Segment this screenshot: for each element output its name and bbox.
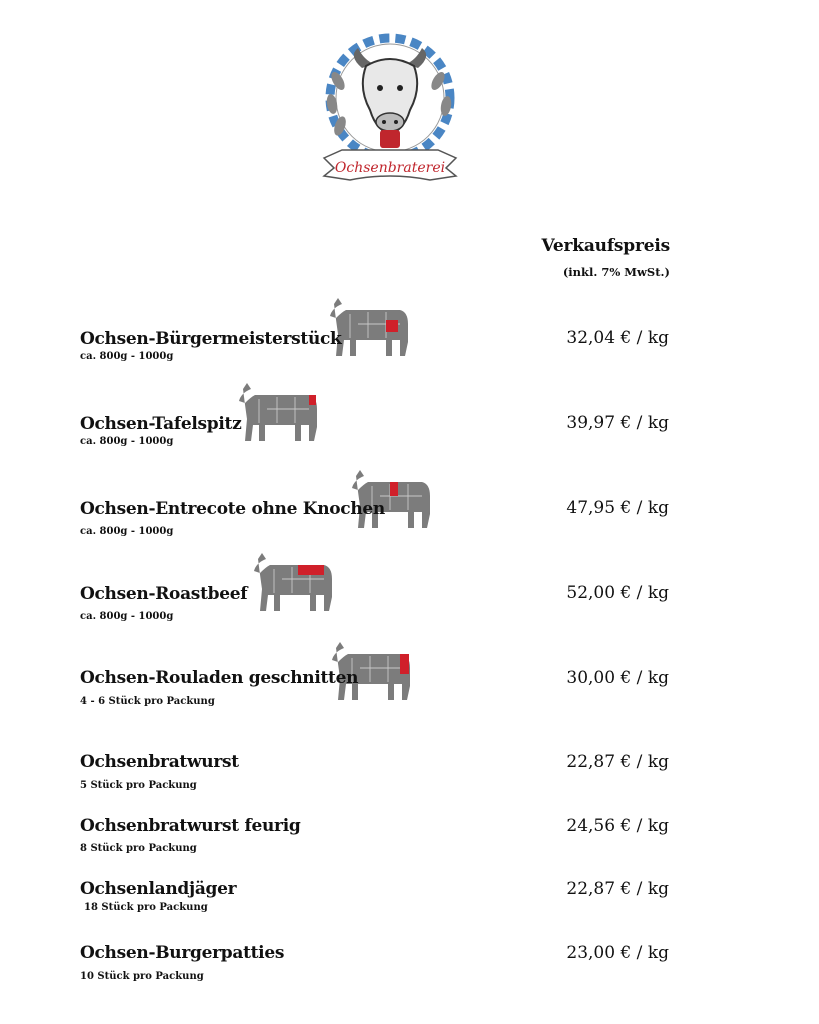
ochsenbraterei-logo <box>318 26 462 196</box>
product-price: 22,87 € / kg <box>566 879 669 899</box>
product-quantity: 10 Stück pro Packung <box>80 971 204 982</box>
cow-cut-roastbeef-icon <box>252 551 336 613</box>
product-quantity: 8 Stück pro Packung <box>80 843 197 854</box>
cow-cut-tafelspitz-icon <box>237 381 321 443</box>
product-price: 24,56 € / kg <box>566 816 669 836</box>
product-price: 52,00 € / kg <box>566 583 669 603</box>
product-quantity: ca. 800g - 1000g <box>80 351 174 362</box>
price-header-title: Verkaufspreis <box>541 236 670 256</box>
product-name: Ochsen-Roastbeef <box>80 584 248 604</box>
product-price: 22,87 € / kg <box>566 752 669 772</box>
product-price: 47,95 € / kg <box>566 498 669 518</box>
product-name: Ochsen-Bürgermeisterstück <box>80 329 342 349</box>
product-price: 30,00 € / kg <box>566 668 669 688</box>
product-quantity: ca. 800g - 1000g <box>80 611 174 622</box>
product-quantity: ca. 800g - 1000g <box>80 526 174 537</box>
product-quantity: 4 - 6 Stück pro Packung <box>80 696 215 707</box>
product-quantity: 18 Stück pro Packung <box>84 902 208 913</box>
product-name: Ochsen-Entrecote ohne Knochen <box>80 499 385 519</box>
product-name: Ochsenbratwurst <box>80 752 239 772</box>
price-header-subtitle: (inkl. 7% MwSt.) <box>562 265 670 279</box>
product-name: Ochsen-Tafelspitz <box>80 414 242 434</box>
product-name: Ochsen-Rouladen geschnitten <box>80 668 359 688</box>
product-price: 39,97 € / kg <box>566 413 669 433</box>
product-name: Ochsenlandjäger <box>80 879 237 899</box>
product-price: 32,04 € / kg <box>566 328 669 348</box>
product-quantity: 5 Stück pro Packung <box>80 780 197 791</box>
product-name: Ochsen-Burgerpatties <box>80 943 285 963</box>
price-header <box>540 236 670 279</box>
product-price: 23,00 € / kg <box>566 943 669 963</box>
product-quantity: ca. 800g - 1000g <box>80 436 174 447</box>
product-name: Ochsenbratwurst feurig <box>80 816 301 836</box>
svg-text:Ochsenbraterei: Ochsenbraterei <box>334 160 446 176</box>
